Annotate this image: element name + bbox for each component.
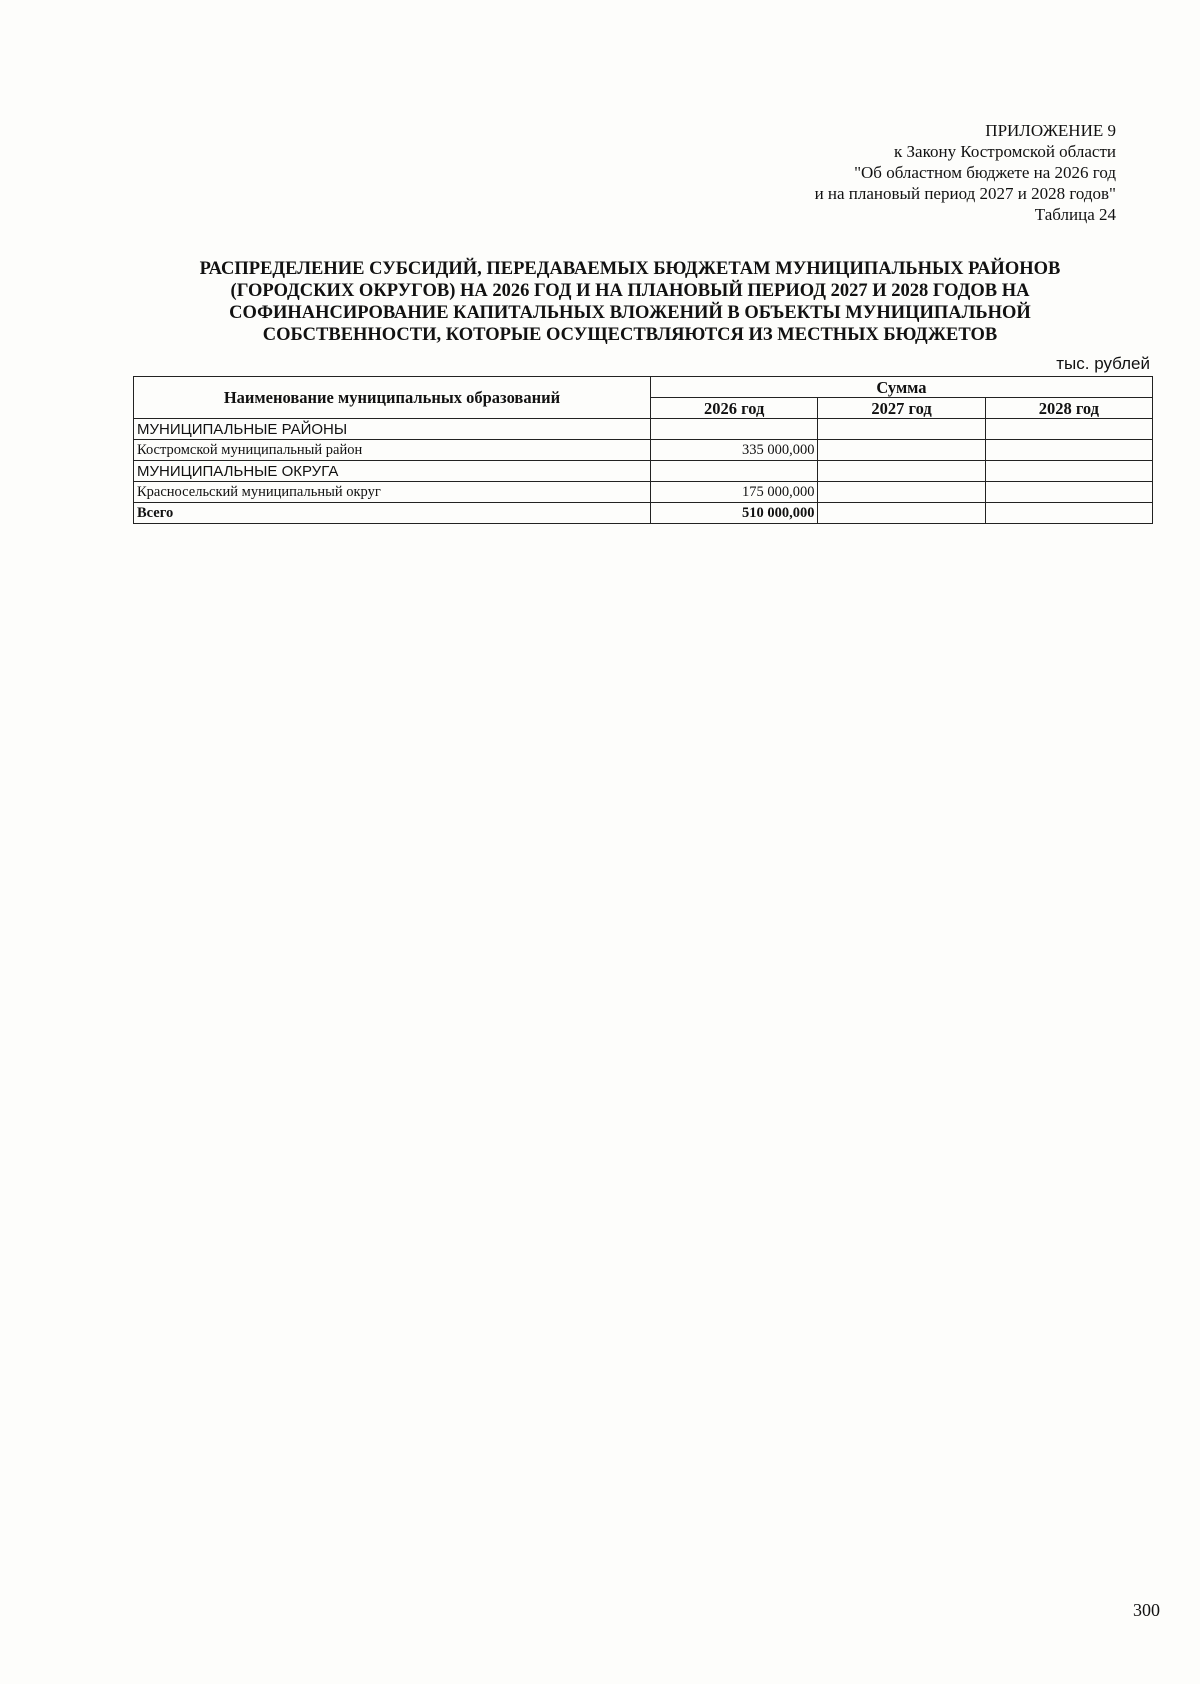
table-row xyxy=(134,482,1153,503)
row-value-2027 xyxy=(818,419,985,440)
row-value-2028 xyxy=(985,419,1152,440)
row-name: МУНИЦИПАЛЬНЫЕ ОКРУГА xyxy=(134,461,651,482)
row-value-2026: 510 000,000 xyxy=(650,503,817,524)
appendix-label: ПРИЛОЖЕНИЕ 9 xyxy=(985,121,1116,140)
header-year-2028: 2028 год xyxy=(985,398,1152,419)
table-reference: Таблица 24 xyxy=(1034,205,1116,224)
table-row xyxy=(134,419,1153,440)
row-value-2026 xyxy=(650,461,817,482)
header-year-2027: 2027 год xyxy=(818,398,985,419)
title-line-4: СОБСТВЕННОСТИ, КОТОРЫЕ ОСУЩЕСТВЛЯЮТСЯ ИЗ МЕСТНЫХ БЮДЖЕТОВ xyxy=(262,325,998,345)
title-line-3: СОФИНАНСИРОВАНИЕ КАПИТАЛЬНЫХ ВЛОЖЕНИЙ В ОБЪЕКТЫ МУНИЦИПАЛЬНОЙ xyxy=(229,303,1031,323)
header-sum: Сумма xyxy=(650,377,1152,398)
table-row xyxy=(134,440,1153,461)
title-line-1: РАСПРЕДЕЛЕНИЕ СУБСИДИЙ, ПЕРЕДАВАЕМЫХ БЮДЖЕТАМ МУНИЦИПАЛЬНЫХ РАЙОНОВ xyxy=(199,259,1061,279)
row-value-2028 xyxy=(985,503,1152,524)
header-year-2026: 2026 год xyxy=(650,398,817,419)
row-value-2026: 335 000,000 xyxy=(650,440,817,461)
row-name: Красносельский муниципальный округ xyxy=(134,482,651,503)
row-value-2027 xyxy=(818,482,985,503)
law-reference-line-1: к Закону Костромской области xyxy=(894,142,1116,161)
row-value-2026: 175 000,000 xyxy=(650,482,817,503)
law-reference-line-2: "Об областном бюджете на 2026 год xyxy=(854,163,1116,182)
total-row xyxy=(134,503,1153,524)
page-number: 300 xyxy=(1133,1600,1160,1620)
units-label: тыс. рублей xyxy=(1056,354,1150,373)
row-name: МУНИЦИПАЛЬНЫЕ РАЙОНЫ xyxy=(134,419,651,440)
row-value-2028 xyxy=(985,440,1152,461)
row-value-2027 xyxy=(818,461,985,482)
law-reference-line-3: и на плановый период 2027 и 2028 годов" xyxy=(814,184,1116,203)
row-value-2028 xyxy=(985,482,1152,503)
row-value-2027 xyxy=(818,503,985,524)
document-title xyxy=(130,258,1130,346)
row-value-2028 xyxy=(985,461,1152,482)
row-value-2027 xyxy=(818,440,985,461)
header-name: Наименование муниципальных образований xyxy=(134,377,651,419)
title-line-2: (ГОРОДСКИХ ОКРУГОВ) НА 2026 ГОД И НА ПЛАНОВЫЙ ПЕРИОД 2027 И 2028 ГОДОВ НА xyxy=(230,281,1030,301)
table-row xyxy=(134,461,1153,482)
row-value-2026 xyxy=(650,419,817,440)
appendix-header xyxy=(556,120,1116,225)
row-name: Всего xyxy=(134,503,651,524)
subsidy-table xyxy=(133,376,1153,524)
row-name: Костромской муниципальный район xyxy=(134,440,651,461)
